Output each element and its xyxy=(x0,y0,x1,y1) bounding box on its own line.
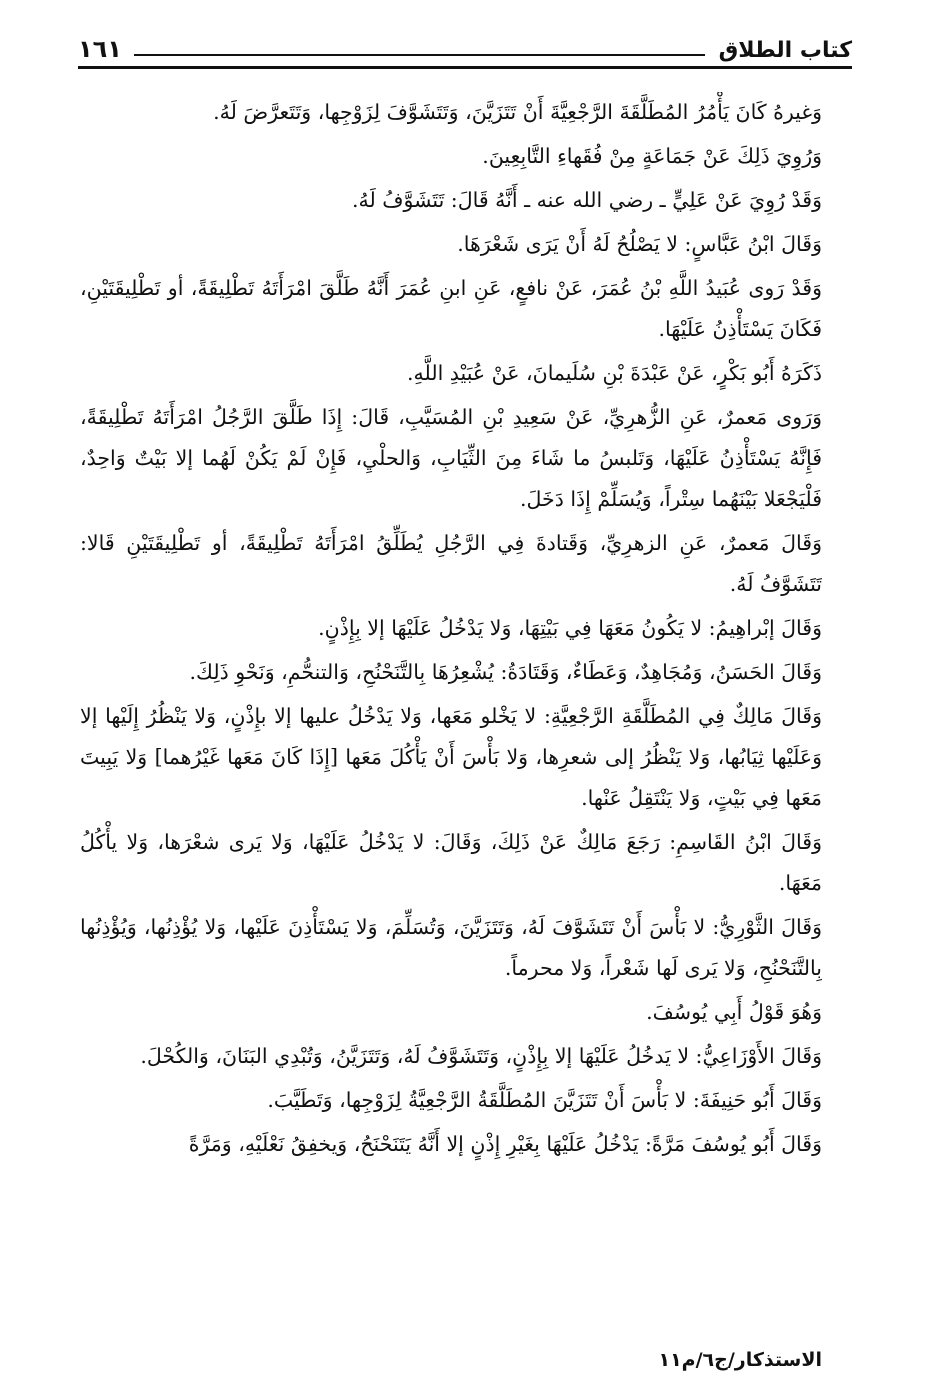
printer-signature: الاستذكار/ج٦/م١١ xyxy=(658,1349,822,1371)
paragraph: وَهُوَ قَوْلُ أَبِي يُوسُفَ. xyxy=(646,1000,822,1024)
paragraph: وَقَالَ أَبُو يُوسُفَ مَرَّةً: يَدْخُلُ عَلَيْهَا بِغَيْرِ إِذْنٍ إلا أَنَّهُ يَتَنَحْنَحُ، وَيخفِقُ نَعْلَيْهِ، وَمَرَّةً xyxy=(188,1132,822,1156)
page-number: ١٦١ xyxy=(78,35,122,64)
header-rule xyxy=(78,66,852,69)
paragraph: وَقَدْ رُوِيَ عَنْ عَلِيٍّ ـ رضي الله عنه ـ أَنَّهُ قَالَ: تَتَشَوَّفُ لَهُ. xyxy=(352,188,822,212)
chapter-title: كتاب الطلاق xyxy=(718,37,852,63)
paragraph: وَغيرهُ كَانَ يَأْمُرُ المُطَلَّقَةَ الرَّجْعِيَّةَ أَنْ تَتَزَيَّنَ، وَتَتَشَوَّفَ لِزَوْجِها، وَتَتَعرَّضَ لَهُ. xyxy=(213,100,822,124)
paragraph: وَقَدْ رَوى عُبَيدُ اللَّهِ بْنُ عُمَرَ، عَنْ نافعٍ، عَنِ ابنِ عُمَرَ أَنَّهُ طَلَّقَ امْرَأَتَهُ تَطْلِيقَةً، أو تَطْلِيقَتَيْنِ، فَكَانَ يَسْتَأْذِنُ عَلَيْهَا. xyxy=(80,276,822,341)
header-leader-line xyxy=(134,54,705,56)
paragraph: وَرُوِيَ ذَلِكَ عَنْ جَمَاعَةٍ مِنْ فُقَهاءِ التَّابِعِينَ. xyxy=(482,144,822,168)
paragraph: وَقَالَ إبْراهِيمُ: لا يَكُونُ مَعَهَا فِي بَيْتِهَا، وَلا يَدْخُلُ عَلَيْهَا إلا بِإِذْنٍ. xyxy=(318,616,822,640)
paragraph: وَرَوى مَعمرٌ، عَنِ الزُّهرِيِّ، عَنْ سَعِيدِ بْنِ المُسَيَّبِ، قَالَ: إِذَا طَلَّقَ الرَّجُلُ امْرَأَتَهُ تَطْلِيقَةً، فَإِنَّهُ يَسْتَأْذِنُ عَلَيْهَا، وَتَلبسُ ما شَاءَ مِنَ الثِّيَابِ، وَالحلْيِ، فَإِنْ لَمْ يَكُنْ لَهُما إلا بَيْتٌ وَاحِدٌ، فَلْيَجْعَلا بَيْنَهُما سِتْراً، وَيُسَلِّمْ إِذَا دَخَلَ. xyxy=(80,405,822,511)
body-text xyxy=(80,92,822,1332)
paragraph: وَقَالَ مَعمرٌ، عَنِ الزهرِيِّ، وَقَتادةَ فِي الرَّجُلِ يُطَلِّقُ امْرَأَتَهُ تَطْلِيقَةً، أو تَطْلِيقَتَيْنِ قَالا: تَتَشَوَّفُ لَهُ. xyxy=(80,531,822,596)
paragraph: وَقَالَ ابْنُ عَبَّاسٍ: لا يَصْلُحُ لَهُ أَنْ يَرَى شَعْرَهَا. xyxy=(457,232,822,256)
running-header xyxy=(78,22,852,64)
paragraph: وَقَالَ ابْنُ القَاسِمِ: رَجَعَ مَالِكٌ عَنْ ذَلِكَ، وَقَالَ: لا يَدْخُلُ عَلَيْهَا، وَلا يَرى شعْرَها، وَلا يأْكُلُ مَعَهَا. xyxy=(80,830,822,895)
paragraph: ذَكَرَهُ أَبُو بَكْرٍ، عَنْ عَبْدَةَ بْنِ سُلَيمانَ، عَنْ عُبَيْدِ اللَّهِ. xyxy=(407,361,822,385)
paragraph: وَقَالَ الحَسَنُ، وَمُجَاهِدٌ، وَعَطَاءٌ، وَقَتَادَةُ: يُشْعِرُهَا بِالتَّنَحْنُحِ، وَالتنحُّمِ، وَنَحْوِ ذَلِكَ. xyxy=(189,660,822,684)
paragraph: وَقَالَ الأَوْزَاعِيُّ: لا يَدخُلُ عَلَيْهَا إلا بِإِذْنٍ، وَتَتَشَوَّفُ لَهُ، وَتَتَزَيَّنُ، وَتُبْدِي البَنَانَ، وَالكُحْلَ. xyxy=(140,1044,822,1068)
paragraph: وَقَالَ مَالِكٌ فِي المُطَلَّقَةِ الرَّجْعِيَّةِ: لا يَخْلو مَعَها، وَلا يَدْخُلُ عليها إلا بإِذْنٍ، وَلا يَنْظُرُ إِلَيْها إلا وَعَلَيْها ثِيَابُها، وَلا يَنْظُرُ إلى شعرِها، وَلا بَأْسَ أَنْ يَأْكُلَ مَعَها [إِذَا كَانَ مَعَها غَيْرُهما] وَلا يَبِيتَ مَعَها فِي بَيْتٍ، وَلا يَنْتَقِلُ عَنْها. xyxy=(80,704,822,810)
paragraph: وَقَالَ أَبُو حَنِيفَةَ: لا بَأْسَ أَنْ تَتَزَيَّنَ المُطَلَّقَةُ الرَّجْعِيَّةُ لِزَوْجِها، وَتَطَيَّبَ. xyxy=(267,1088,822,1112)
paragraph: وَقَالَ الثَّوْرِيُّ: لا بَأْسَ أَنْ تَتَشَوَّفَ لَهُ، وَتَتَزَيَّنَ، وَتُسَلِّمَ، وَلا يَسْتَأْذِنَ عَلَيْها، وَلا يُؤْذِنُها، وَيُؤْذِنُها بِالتَّنَحْنُحِ، وَلا يَرى لَها شَعْراً، وَلا محرماً. xyxy=(80,915,822,980)
